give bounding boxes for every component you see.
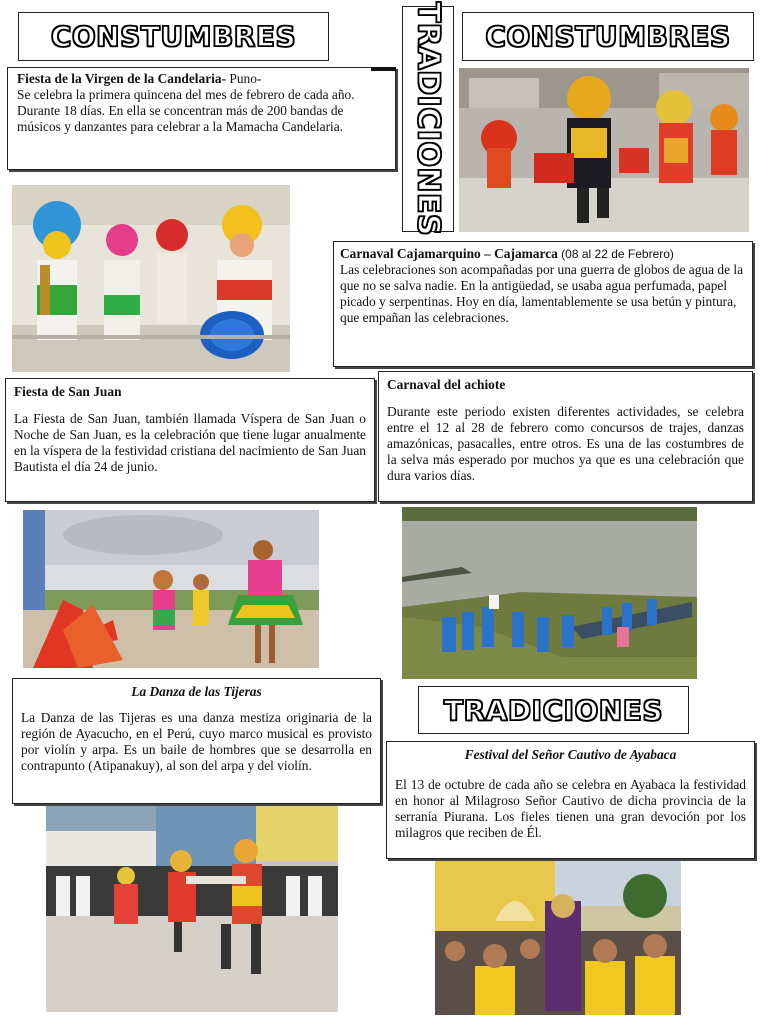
candelaria-card [7,67,396,170]
cajamarca-title: Carnaval Cajamarquino – Cajamarca [340,246,558,261]
costumbres-header-left [18,12,329,61]
divider-bar [371,67,396,71]
tijeras-body: La Danza de las Tijeras es una danza mestiza originaria de la región de Ayacucho, en el Perú, cuyo marco musical es provisto por violín y arpa. Es un baile de hombres que se desarrolla en contrapunto (Atipanakuy), al son del arpa y del violín. [21,710,372,773]
candelaria-title: Fiesta de la Virgen de la Candelaria- [17,71,227,86]
candelaria-body: Se celebra la primera quincena del mes de febrero de cada año. Durante 18 días. En ella se concentran más de 200 bandas de músicos y danzantes para celebrar a la Mamacha Candelaria. [17,87,355,134]
ayabaca-image [435,861,681,1015]
tradiciones-title-bottom: TRADICIONES [444,693,663,727]
candelaria-band-photo [12,185,290,372]
ayabaca-body: El 13 de octubre de cada año se celebra en Ayabaca la festividad en honor al Milagroso Señor Cautivo de dicha provincia de la serranía Piurana. Los fieles tienen una gran devoción por los milagros que reciben de Él. [395,777,746,840]
tradiciones-vertical-header [402,1,454,237]
san-juan-body: La Fiesta de San Juan, también llamada Víspera de San Juan o Noche de San Juan, es la celebración que tiene lugar anualmente en la víspera de la festividad cristiana del nacimiento de San Juan Bautista el día 24 de junio. [14,411,366,474]
cajamarca-card [333,241,753,367]
costumbres-title-left: CONSTUMBRES [50,20,297,53]
san-juan-dancers-photo [23,510,319,668]
tradiciones-header-bottom [418,686,689,734]
san-juan-card [5,378,375,502]
tijeras-title: La Danza de las Tijeras [131,684,262,699]
ayabaca-procession-photo [435,861,681,1015]
ayabaca-card [386,741,755,859]
ayabaca-title: Festival del Señor Cautivo de Ayabaca [464,747,677,762]
tijeras-image [46,806,338,1012]
achiote-river-photo [402,507,697,679]
cajamarca-body: Las celebraciones son acompañadas por una guerra de globos de agua de la que no se salva nadie. En la antigüedad, se usaba agua perfumada, papel picado y serpentinas. Hoy en día, lamentablemente se usa betún y pintura, que empañan las celebraciones. [340,262,744,325]
band-image [12,185,290,372]
costumbres-header-right [462,12,754,61]
river-image [402,507,697,679]
san-juan-image [23,510,319,668]
tradiciones-vertical-title: TRADICIONES [410,1,446,237]
san-juan-title: Fiesta de San Juan [14,384,122,399]
cajamarca-dates: (08 al 22 de Febrero) [557,247,674,261]
costumbres-title-right: CONSTUMBRES [485,20,731,53]
tijeras-card [12,678,381,804]
candelaria-place: Puno- [226,71,262,86]
achiote-body: Durante este periodo existen diferentes actividades, se celebra entre el 12 al 28 de febrero como concursos de trajes, danzas amazónicas, pasacalles, entre otros. Es una de las costumbres de la selva más esperado por muchos ya que es una celebración que dura varios días. [387,404,744,483]
tijeras-dancers-photo [46,806,338,1012]
candelaria-dancers-photo [459,68,749,232]
achiote-card [378,371,753,502]
achiote-title: Carnaval del achiote [387,377,506,392]
dancers-image [459,68,749,232]
